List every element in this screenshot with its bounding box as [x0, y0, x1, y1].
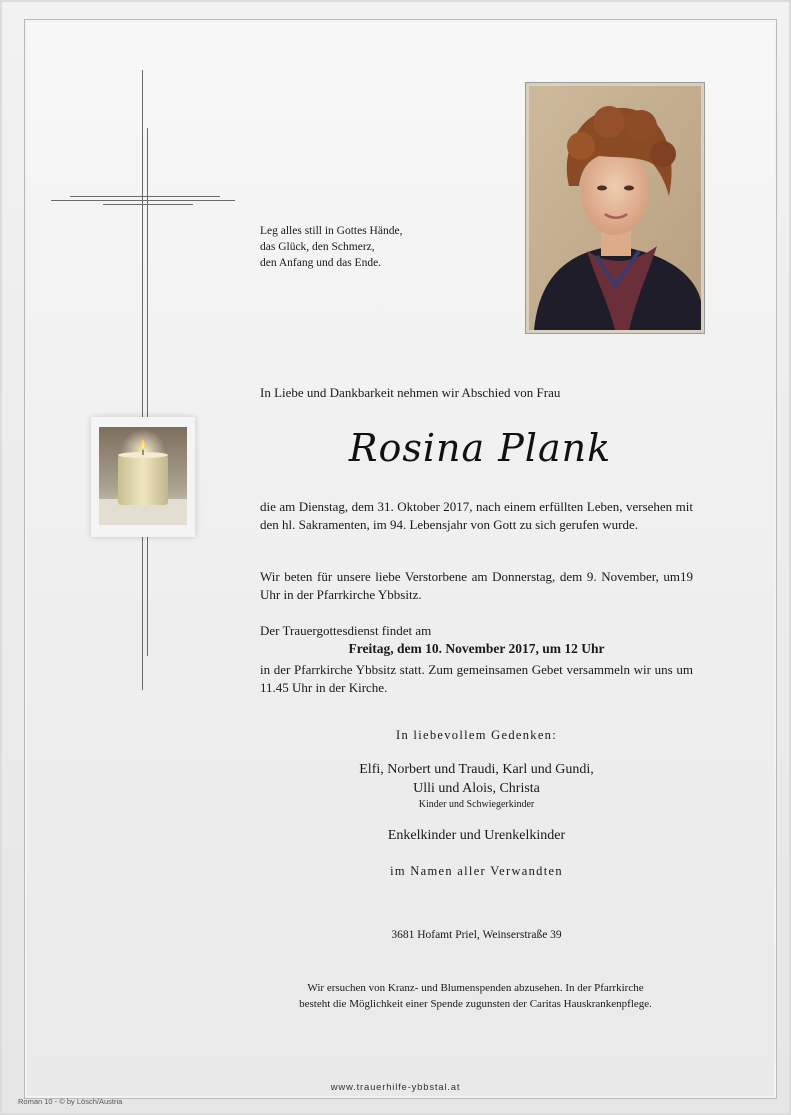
death-text: die am Dienstag, dem 31. Oktober 2017, nach einem erfüllten Leben, versehen mit den hl. Sakramenten, im 94. Lebensjahr von Gott zu sich gerufen wurde.: [260, 499, 693, 532]
verse-line: den Anfang und das Ende.: [260, 257, 382, 269]
prayer-text: Wir beten für unsere liebe Verstorbene am Donnerstag, dem 9. November, um19 Uhr in der Pfarrkirche Ybbsitz.: [260, 569, 693, 602]
mourners-role: Kinder und Schwiegerkinder: [418, 799, 535, 810]
service-date: Freitag, dem 10. November 2017, um 12 Uhr: [348, 641, 605, 656]
mourners-heading: In liebevollem Gedenken:: [395, 728, 557, 742]
donation-line: besteht die Möglichkeit einer Spende zugunsten der Caritas Hauskrankenpflege.: [299, 998, 652, 1010]
mourners-line: Ulli und Alois, Christa: [413, 781, 540, 796]
mourners-line: Enkelkinder und Urenkelkinder: [387, 828, 566, 843]
service-intro: Der Trauergottesdienst findet am: [260, 623, 432, 638]
address: 3681 Hofamt Priel, Weinserstraße 39: [391, 929, 562, 941]
service-details: in der Pfarrkirche Ybbsitz statt. Zum gemeinsamen Gebet versammeln wir uns um 11.45 Uhr in der Kirche.: [260, 662, 693, 695]
footer-credit: Roman 10 - © by Lösch/Austria: [18, 1097, 123, 1106]
donation-line: Wir ersuchen von Kranz- und Blumenspenden abzusehen. In der Pfarrkirche: [307, 982, 644, 994]
deceased-name: Rosina Plank: [348, 426, 612, 470]
mourners-line: Elfi, Norbert und Traudi, Karl und Gundi,: [359, 762, 594, 777]
portrait-photo: [525, 82, 705, 334]
verse-line: Leg alles still in Gottes Hände,: [260, 225, 403, 237]
mourners-line: im Namen aller Verwandten: [390, 864, 563, 878]
verse: [260, 223, 500, 271]
candle-icon: [91, 417, 195, 537]
intro-text: In Liebe und Dankbarkeit nehmen wir Abschied von Frau: [260, 385, 561, 400]
verse-line: das Glück, den Schmerz,: [260, 241, 375, 253]
footer-url: www.trauerhilfe-ybbstal.at: [330, 1082, 461, 1093]
